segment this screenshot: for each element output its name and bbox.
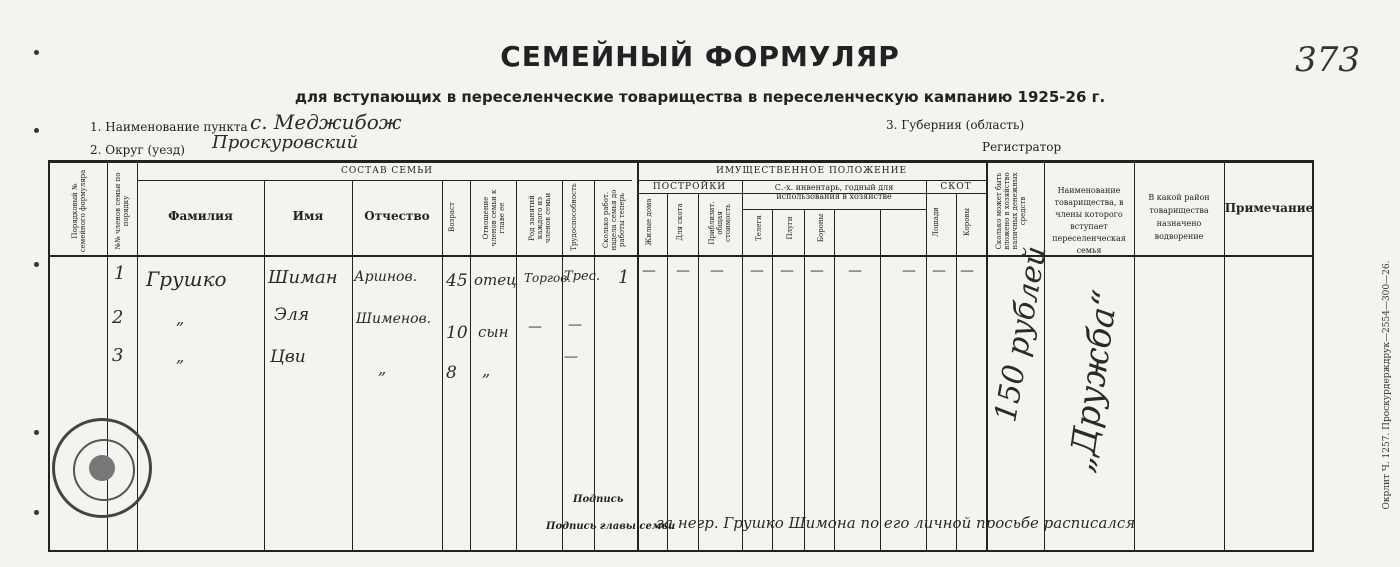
col-line: [986, 163, 988, 550]
page-number: 373: [1295, 40, 1360, 80]
row-1-surname: Грушко: [146, 267, 227, 291]
header-occupation: Род занятий каждого из членов семьи: [528, 192, 552, 244]
col-line: [956, 193, 957, 550]
row-2-surname: „: [176, 309, 185, 328]
punch-hole: [34, 128, 39, 133]
col-line: [834, 209, 835, 550]
header-patronymic: Отчество: [364, 209, 430, 223]
row-3-relation: „: [482, 361, 491, 380]
header-capacity: Трудоспособность: [570, 183, 578, 251]
col-line: [637, 163, 639, 550]
row-1-patronymic: Аршнов.: [354, 269, 418, 285]
col-line: [352, 180, 353, 550]
header-work-amount: Сколько работ. надела семья до работы теперь: [602, 189, 626, 251]
empty-mark: —: [960, 263, 974, 279]
header-district: В какой район товарищества назначено водворение: [1148, 193, 1210, 241]
punch-hole: [34, 430, 39, 435]
row-2-age: 10: [446, 323, 468, 343]
field-value-settlement: с. Меджибож: [250, 110, 402, 134]
header-partnership: Наименование товарищества, в члены которого вступает переселенческая семья: [1052, 186, 1126, 255]
header-notes: Примечание: [1224, 201, 1314, 215]
table-rule: [742, 209, 926, 210]
header-group-buildings: ПОСТРОЙКИ: [652, 182, 727, 192]
empty-mark: —: [810, 263, 824, 279]
row-2-no: 2: [112, 307, 124, 328]
head-signature-label: Подпись главы семьи: [546, 521, 676, 532]
empty-mark: —: [676, 263, 690, 279]
col-line: [1224, 163, 1225, 550]
row-1-work: 1: [618, 267, 630, 288]
row-1-occupation: Торгов.: [524, 271, 571, 285]
signature-label: Подпись: [573, 494, 624, 505]
col-line: [1044, 163, 1045, 550]
row-3-name: Цви: [270, 347, 306, 367]
col-line: [1134, 163, 1135, 550]
field-label-registrar: Регистратор: [982, 140, 1062, 154]
field-value-district: Проскуровский: [212, 132, 359, 153]
header-livestock-sheds: Для скота: [676, 203, 684, 241]
row-2-occupation: —: [528, 319, 542, 335]
col-line: [562, 180, 563, 550]
row-1-age: 45: [446, 271, 468, 291]
row-1-capacity: Трес.: [564, 269, 601, 284]
header-group-livestock: СКОТ: [940, 182, 972, 192]
punch-hole: [34, 510, 39, 515]
header-age: Возраст: [448, 202, 456, 232]
header-approx-value: Приблизит. общая стоимость: [708, 201, 732, 245]
document-subtitle: для вступающих в переселенческие товарищества в переселенческую кампанию 1925-26 г.: [294, 88, 1106, 106]
col-line: [264, 180, 265, 550]
row-1-relation: отец: [474, 271, 517, 289]
empty-mark: —: [642, 263, 656, 279]
table-rule: [137, 180, 632, 181]
empty-mark: —: [780, 263, 794, 279]
empty-mark: —: [750, 263, 764, 279]
header-surname: Фамилия: [168, 209, 233, 223]
head-signature-value: за негр. Грушко Шимона по его личной просьбе расписался: [656, 514, 1136, 532]
document-title: СЕМЕЙНЫЙ ФОРМУЛЯР: [500, 40, 900, 73]
funds-value: 150 рублей: [988, 243, 1054, 425]
row-2-relation: сын: [478, 323, 509, 341]
row-3-capacity: —: [564, 349, 578, 365]
punch-hole: [34, 262, 39, 267]
row-2-name: Эля: [274, 305, 310, 325]
header-name: Имя: [292, 209, 324, 223]
empty-mark: —: [710, 263, 724, 279]
header-ploughs: Плуги: [786, 216, 794, 240]
empty-mark: —: [932, 263, 946, 279]
printer-line: Окрлит Ч. 1257. Проскурдерждрук—2554—300—26.: [1382, 260, 1392, 510]
header-horses: Лошади: [932, 207, 940, 237]
field-label-district: 2. Округ (уезд): [90, 143, 185, 157]
empty-mark: —: [848, 263, 862, 279]
col-line: [698, 193, 699, 550]
family-form-table: [48, 160, 1314, 552]
header-funds: Сколько может быть вложено в хозяйство наличных денежных средств: [995, 172, 1027, 250]
col-line: [742, 180, 743, 550]
row-3-age: 8: [446, 363, 457, 383]
col-line: [772, 209, 773, 550]
col-line: [516, 180, 517, 550]
header-group-property: ИМУЩЕСТВЕННОЕ ПОЛОЖЕНИЕ: [715, 166, 908, 176]
header-seq-no: Порядковый № семейного формуляра: [71, 169, 87, 253]
table-rule: [926, 193, 986, 194]
table-rule: [637, 180, 986, 181]
row-3-surname: „: [176, 347, 185, 366]
col-line: [667, 193, 668, 550]
col-line: [442, 180, 443, 550]
header-harrows: Бороны: [817, 213, 825, 243]
seal-emblem: [89, 455, 115, 481]
header-cows: Коровы: [963, 208, 971, 236]
col-line: [470, 180, 471, 550]
empty-mark: —: [902, 263, 916, 279]
row-3-patronymic: „: [378, 359, 387, 378]
row-1-no: 1: [114, 263, 126, 284]
header-group-family: СОСТАВ СЕМЬИ: [340, 166, 434, 176]
col-line: [926, 180, 927, 550]
header-group-inventory: С.-х. инвентарь, годный для использования в хозяйстве: [774, 183, 894, 201]
row-1-name: Шиман: [268, 267, 338, 288]
col-line: [880, 209, 881, 550]
header-relation: Отношение членов семьи к главе ее: [482, 189, 506, 247]
col-line: [804, 209, 805, 550]
row-3-no: 3: [112, 345, 124, 366]
row-2-capacity: —: [568, 317, 582, 333]
official-seal-stamp: [52, 418, 152, 518]
header-member-no: №№ членов семьи по порядку: [114, 172, 130, 250]
header-carts: Телеги: [755, 215, 763, 241]
partnership-value: „Дружба“: [1061, 287, 1127, 476]
field-label-settlement: 1. Наименование пункта: [90, 120, 248, 134]
row-2-patronymic: Шименов.: [356, 311, 432, 327]
header-living-houses: Жилые дома: [645, 198, 653, 246]
field-label-province: 3. Губерния (область): [886, 118, 1025, 132]
printer-imprint: [1378, 240, 1396, 530]
